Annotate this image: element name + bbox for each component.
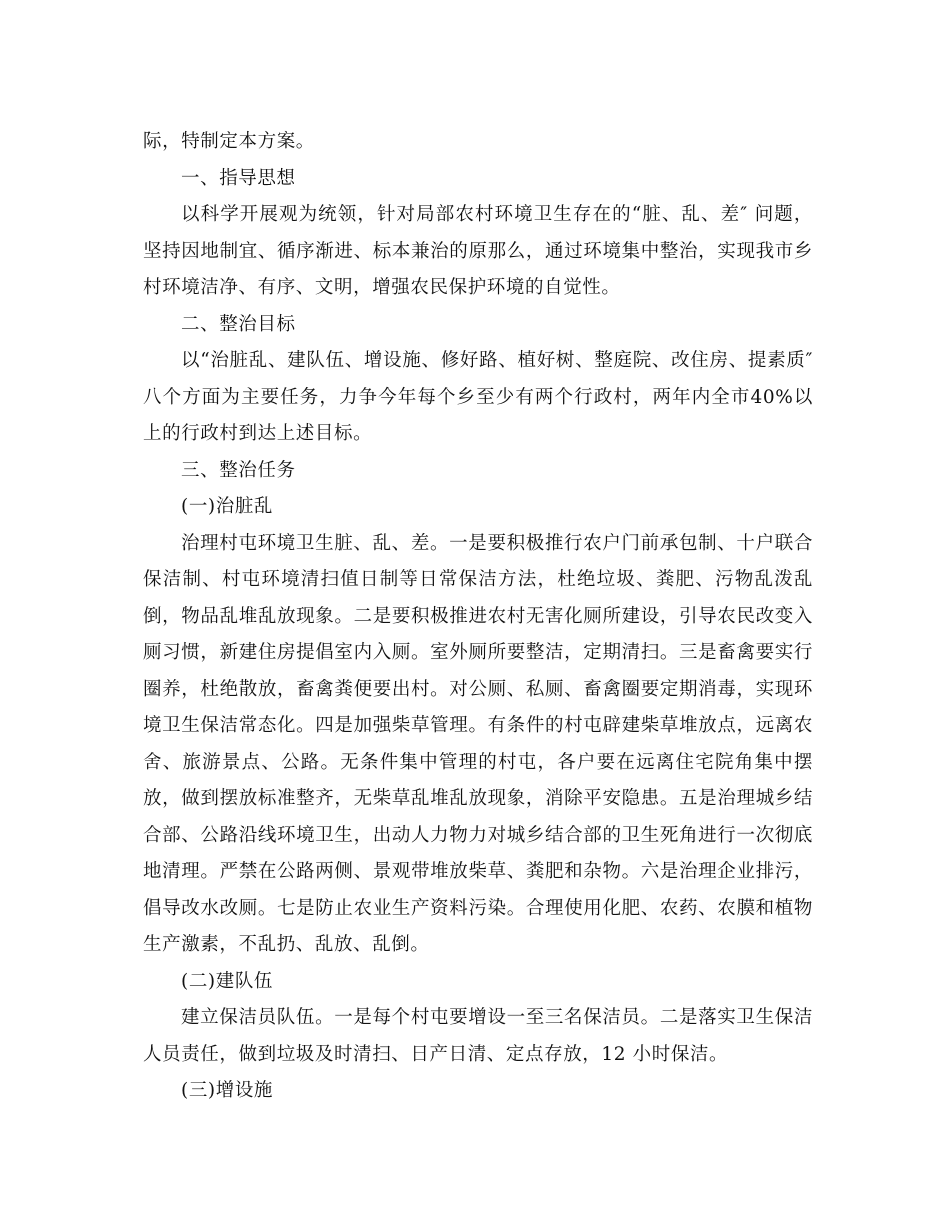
subheading-build-team: (二)建队伍 [181, 970, 274, 992]
section-heading-guiding-ideology: 一、指导思想 [181, 167, 296, 189]
paragraph-build-team: 建立保洁员队伍。一是每个村屯要增设一至三名保洁员。二是落实卫生保洁人员责任，做到垃圾及时清扫、日产日清、定点存放，12 小时保洁。 [143, 1007, 813, 1065]
subheading-add-facilities: (三)增设施 [181, 1080, 274, 1101]
section-heading-tasks: 三、整治任务 [181, 459, 296, 481]
subheading-clean-mess: (一)治脏乱 [181, 496, 274, 517]
paragraph-clean-mess: 治理村屯环境卫生脏、乱、差。一是要积极推行农户门前承包制、十户联合保洁制、村屯环境清扫值日制等日常保洁方法，杜绝垃圾、粪肥、污物乱泼乱倒，物品乱堆乱放现象。二是要积极推进农村无害化厕所建设，引导农民改变入厕习惯，新建住房提倡室内入厕。室外厕所要整洁，定期清扫。三是畜禽要实行圈养，杜绝散放，畜禽粪便要出村。对公厕、私厕、畜禽圈要定期消毒，实现环境卫生保洁常态化。四是加强柴草管理。有条件的村屯辟建柴草堆放点，远离农舍、旅游景点、公路。无条件集中管理的村屯，各户要在远离住宅院角集中摆放，做到摆放标准整齐，无柴草乱堆乱放现象，消除平安隐患。五是治理城乡结合部、公路沿线环境卫生，出动人力物力对城乡结合部的卫生死角进行一次彻底地清理。严禁在公路两侧、景观带堆放柴草、粪肥和杂物。六是治理企业排污，倡导改水改厕。七是防止农业生产资料污染。合理使用化肥、农药、农膜和植物生产激素，不乱扔、乱放、乱倒。 [143, 532, 813, 955]
paragraph-goals: 以“治脏乱、建队伍、增设施、修好路、植好树、整庭院、改住房、提素质″八个方面为主要任务，力争今年每个乡至少有两个行政村，两年内全市40%以上的行政村到达上述目标。 [143, 350, 813, 444]
paragraph-guiding-ideology: 以科学开展观为统领，针对局部农村环境卫生存在的“脏、乱、差″ 问题，坚持因地制宜、循序渐进、标本兼治的原那么，通过环境集中整治，实现我市乡村环境洁净、有序、文明，增强农民保护环境的自觉性。 [143, 204, 813, 298]
paragraph-continuation: 际，特制定本方案。 [143, 131, 315, 152]
section-heading-goals: 二、整治目标 [181, 313, 296, 335]
document-body [143, 124, 813, 1110]
